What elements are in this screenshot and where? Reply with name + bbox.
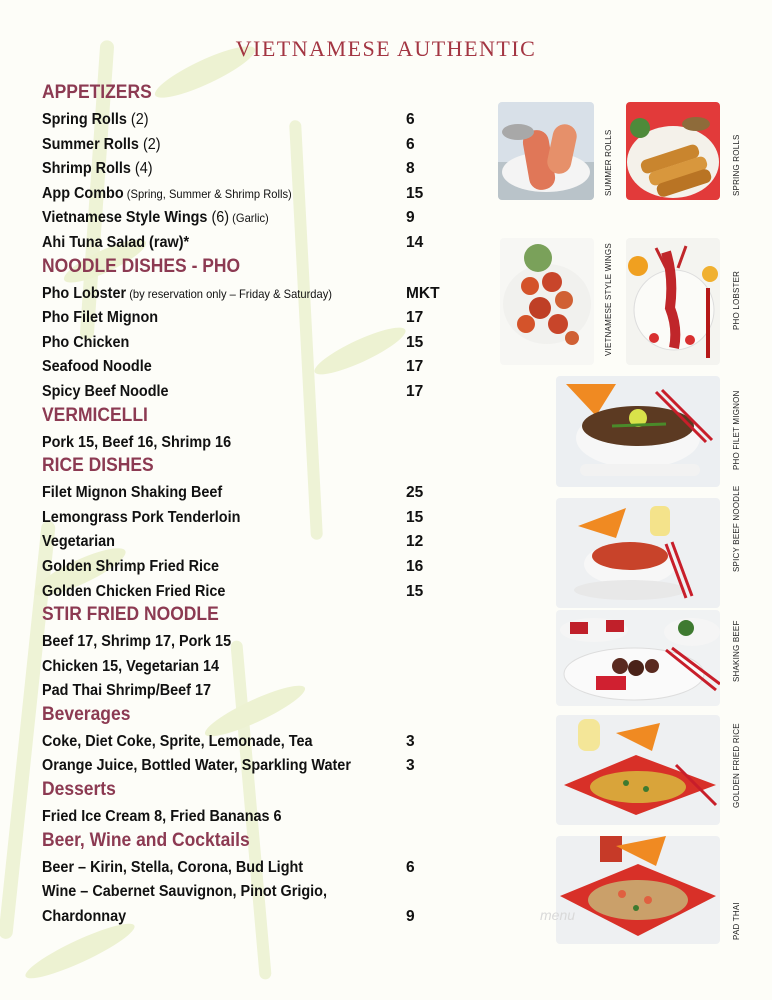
menu-item (42, 231, 462, 256)
menu-item-name: Chicken 15, Vegetarian 14 (42, 657, 220, 675)
caption-summer-rolls: SUMMER ROLLS (604, 129, 613, 196)
menu-item-price: 14 (406, 233, 424, 251)
section-heading: VERMICELLI (42, 404, 148, 426)
menu-item-count: (2) (126, 111, 149, 128)
menu-item (42, 355, 462, 380)
menu-item-name: Pad Thai Shrimp/Beef 17 (42, 682, 212, 700)
menu-item (42, 157, 462, 182)
menu-item-name: Vietnamese Style Wings (42, 209, 208, 227)
menu-item-price: 17 (406, 358, 424, 376)
pad-thai-photo (556, 836, 720, 944)
menu-item-price: 17 (406, 309, 424, 327)
menu-item-name: Filet Mignon Shaking Beef (42, 484, 223, 502)
menu-item (42, 905, 462, 930)
caption-spring-rolls: SPRING ROLLS (732, 134, 741, 196)
pho-filet-mignon-photo (556, 376, 720, 487)
menu-item-price: 6 (406, 858, 415, 876)
menu-item-note: (by reservation only – Friday & Saturday) (126, 286, 333, 301)
menu-item-count: (6) (207, 209, 230, 227)
menu-item-name: Beer – Kirin, Stella, Corona, Bud Light (42, 858, 304, 876)
menu-item-note: (Garlic) (229, 211, 269, 226)
golden-fried-rice-photo (556, 715, 720, 825)
menu-item-name: Orange Juice, Bottled Water, Sparkling Water (42, 757, 351, 775)
menu-item-name: Summer Rolls (42, 135, 139, 153)
menu-item-price: 17 (406, 382, 424, 400)
menu-item-name: Lemongrass Pork Tenderloin (42, 508, 241, 526)
vietnamese-style-wings-photo (500, 238, 594, 365)
menu-item-price: 15 (406, 184, 424, 202)
section-heading: NOODLE DISHES - PHO (42, 255, 241, 277)
menu-item-name: Coke, Diet Coke, Sprite, Lemonade, Tea (42, 732, 313, 750)
menu-item (42, 580, 462, 605)
menu-item-price: 8 (406, 160, 415, 178)
menu-item-name: Pho Chicken (42, 333, 130, 351)
menu-item (42, 856, 462, 881)
menu-item-name: Beef 17, Shrimp 17, Pork 15 (42, 633, 232, 651)
spicy-beef-noodle-photo (556, 498, 720, 608)
menu-list (42, 82, 462, 929)
menu-item-price: 6 (406, 135, 415, 153)
menu-item-name: Shrimp Rolls (42, 160, 131, 178)
menu-item-price: 15 (406, 508, 424, 526)
menu-title: VIETNAMESE AUTHENTIC (235, 36, 537, 61)
section-heading: Desserts (42, 779, 116, 801)
menu-item (42, 655, 462, 680)
menu-item-name: Chardonnay (42, 907, 127, 925)
caption-pho-lobster: PHO LOBSTER (732, 270, 741, 330)
section-heading: Beverages (42, 703, 131, 725)
menu-item (42, 754, 462, 779)
menu-item (42, 380, 462, 405)
pho-lobster-photo (626, 238, 720, 365)
menu-item (42, 530, 462, 555)
menu-item-price: 25 (406, 484, 424, 502)
menu-item (42, 431, 462, 456)
caption-spicy-beef-noodle: SPICY BEEF NOODLE (732, 485, 741, 572)
menu-item (42, 133, 462, 158)
menu-item-name: Spicy Beef Noodle (42, 382, 169, 400)
menu-item (42, 282, 462, 307)
menu-item-price: 9 (406, 209, 415, 227)
menu-item-name: Pho Filet Mignon (42, 309, 159, 327)
menu-item-count: (4) (130, 160, 153, 178)
menu-item-name: Spring Rolls (42, 111, 127, 128)
menu-item (42, 730, 462, 755)
menu-item (42, 206, 462, 231)
menu-item-name: Golden Chicken Fried Rice (42, 582, 226, 600)
menu-item-name: Pho Lobster (42, 284, 127, 302)
menu-item (42, 805, 462, 830)
shaking-beef-photo (556, 610, 720, 706)
menu-item-price: 3 (406, 757, 415, 775)
section-heading: APPETIZERS (42, 82, 152, 103)
menu-item-count: (2) (138, 135, 161, 153)
menu-item-name: Fried Ice Cream 8, Fried Bananas 6 (42, 808, 282, 826)
menu-item-name: Vegetarian (42, 533, 115, 551)
menu-item (42, 108, 462, 133)
menu-item-price: 6 (406, 111, 415, 128)
menu-item (42, 306, 462, 331)
section-heading: STIR FRIED NOODLE (42, 604, 219, 626)
menu-item-note: (Spring, Summer & Shrimp Rolls) (123, 186, 292, 201)
menu-item (42, 331, 462, 356)
menu-item-name: Ahi Tuna Salad (raw)* (42, 233, 190, 251)
menu-item-price: 12 (406, 533, 424, 551)
menu-item-price: 9 (406, 907, 415, 925)
menu-item-name: Golden Shrimp Fried Rice (42, 557, 220, 575)
menu-item-name: App Combo (42, 184, 124, 202)
watermark: menu (540, 907, 576, 923)
spring-rolls-photo (626, 102, 720, 200)
menu-item-name: Seafood Noodle (42, 358, 152, 376)
menu-item-name: Wine – Cabernet Sauvignon, Pinot Grigio, (42, 883, 328, 901)
summer-rolls-photo (498, 102, 594, 200)
menu-item (42, 555, 462, 580)
menu-item (42, 481, 462, 506)
menu-item (42, 679, 462, 704)
section-heading: RICE DISHES (42, 455, 154, 477)
caption-golden-fried-rice: GOLDEN FRIED RICE (732, 723, 741, 808)
caption-pad-thai: PAD THAI (732, 902, 741, 940)
menu-item (42, 630, 462, 655)
menu-item-name: Pork 15, Beef 16, Shrimp 16 (42, 433, 232, 451)
menu-item-price: 15 (406, 333, 424, 351)
menu-item-price: 3 (406, 732, 415, 750)
section-heading: Beer, Wine and Cocktails (42, 829, 250, 851)
caption-pho-filet-mignon: PHO FILET MIGNON (732, 390, 741, 470)
menu-item (42, 506, 462, 531)
caption-shaking-beef: SHAKING BEEF (732, 620, 741, 682)
menu-item-price: MKT (406, 284, 440, 302)
menu-item-price: 15 (406, 582, 424, 600)
menu-item-price: 16 (406, 557, 424, 575)
menu-item (42, 182, 462, 207)
caption-vietnamese-style-wings: VIETNAMESE STYLE WINGS (604, 243, 613, 356)
menu-item (42, 880, 462, 905)
